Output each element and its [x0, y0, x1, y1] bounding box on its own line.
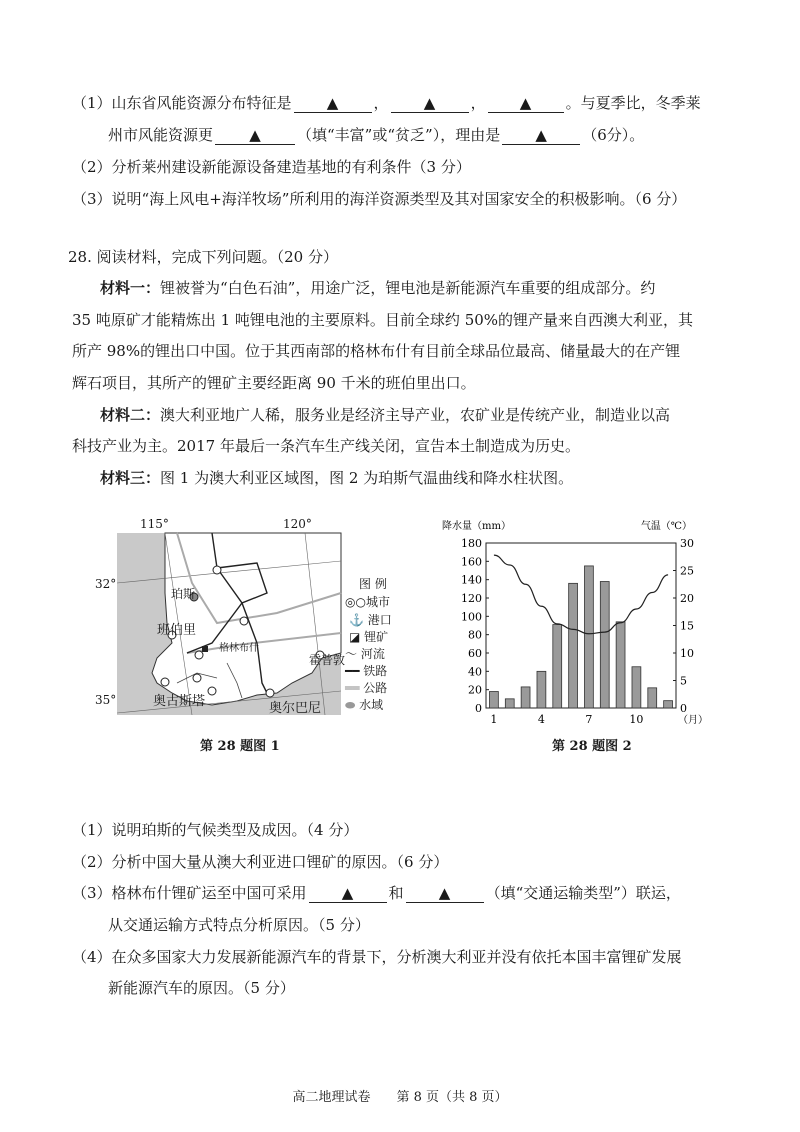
material-1-line4: 辉石项目，其所产的锂矿主要经距离 90 千米的班伯里出口。 — [72, 374, 476, 392]
y2-tick-label: 10 — [680, 647, 694, 660]
legend-water — [345, 696, 383, 713]
river-icon: 〜 — [345, 647, 361, 661]
legend-label: 锂矿 — [364, 630, 389, 644]
question-4-line2: 新能源汽车的原因。（5 分） — [108, 979, 295, 997]
map-figure — [95, 515, 415, 725]
lat-label: 32° — [95, 577, 117, 591]
legend-river — [345, 645, 385, 662]
precip-bar — [632, 667, 641, 708]
y2-tick-label: 20 — [680, 592, 694, 605]
q-text: 州市风能资源更 — [108, 126, 214, 144]
legend-railway — [345, 662, 387, 679]
x-axis-label: （月） — [678, 715, 708, 726]
y2-tick-label: 0 — [680, 702, 687, 715]
q-text: 和 — [388, 884, 404, 902]
x-tick-label: 4 — [537, 713, 545, 726]
q-text: ， — [373, 94, 389, 112]
question-1: （1）说明珀斯的气候类型及成因。（4 分） — [72, 821, 359, 839]
precip-bar — [600, 582, 609, 709]
precip-bar — [505, 699, 514, 708]
x-tick-label: 10 — [629, 713, 644, 726]
legend-road — [345, 679, 387, 696]
map-graphic — [117, 533, 341, 715]
legend-label: 城市 — [365, 595, 390, 609]
y-tick-label: 80 — [468, 628, 482, 642]
city-icon: ◎○ — [345, 595, 366, 609]
material-text: 图 1 为澳大利亚区域图，图 2 为珀斯气温曲线和降水柱状图。 — [160, 469, 574, 487]
temperature-line — [494, 555, 668, 634]
y-tick-label: 120 — [461, 592, 482, 605]
material-label: 材料三： — [100, 469, 161, 487]
q-text: 。与夏季比，冬季莱 — [565, 94, 701, 112]
y2-tick-label: 15 — [680, 619, 694, 633]
answer-blank[interactable]: ▲ — [391, 94, 469, 113]
y-tick-label: 100 — [461, 610, 482, 624]
legend-city — [345, 593, 390, 610]
answer-blank[interactable]: ▲ — [294, 94, 372, 113]
y2-tick-label: 5 — [680, 674, 687, 688]
answer-blank[interactable]: ▲ — [406, 884, 484, 903]
railway-icon: ━━ — [345, 664, 364, 678]
material-1-line3: 所产 98%的锂出口中国。位于其西南部的格林布什有目前全球品位最高、储量最大的在产锂 — [72, 342, 681, 360]
lon-label: 120° — [283, 517, 312, 531]
question-2: （2）分析中国大量从澳大利亚进口锂矿的原因。（6 分） — [72, 853, 449, 871]
legend-label: 港口 — [367, 613, 392, 627]
place-label: 格林布什 — [219, 643, 259, 654]
q-text: （6分）。 — [582, 126, 645, 144]
answer-blank[interactable]: ▲ — [502, 126, 580, 145]
climate-chart — [430, 515, 708, 730]
y-tick-label: 180 — [461, 537, 482, 550]
legend-label: 水域 — [359, 698, 384, 712]
y2-tick-label: 25 — [680, 564, 694, 578]
material-3-line1 — [100, 468, 573, 488]
road-icon: ══ — [345, 681, 364, 695]
material-text: 锂被誉为“白色石油”，用途广泛，锂电池是新能源汽车重要的组成部分。约 — [160, 279, 656, 297]
prev-q3: （3）说明“海上风电+海洋牧场”所利用的海洋资源类型及其对国家安全的积极影响。（6 分） — [72, 190, 687, 208]
y-tick-label: 20 — [468, 683, 482, 697]
material-1-line2: 35 吨原矿才能精炼出 1 吨锂电池的主要原料。目前全球约 50%的锂产量来自西澳大利亚，其 — [72, 311, 694, 329]
page-footer: 高二地理试卷 第 8 页（共 8 页） — [292, 1090, 508, 1105]
legend-label: 铁路 — [363, 664, 388, 678]
question-3-line1 — [72, 883, 681, 903]
question-3-line2: 从交通运输方式特点分析原因。（5 分） — [108, 916, 370, 934]
legend-title: 图 例 — [359, 577, 387, 591]
q-text: （填“交通运输类型”）联运， — [485, 884, 681, 902]
legend-label: 河流 — [360, 647, 385, 661]
precip-bar — [489, 692, 498, 709]
question-4-line1: （4）在众多国家大力发展新能源汽车的背景下，分析澳大利亚并没有依托本国丰富锂矿发展 — [72, 948, 682, 966]
material-text: 澳大利亚地广人稀，服务业是经济主导产业，农矿业是传统产业，制造业以高 — [160, 406, 671, 424]
prev-q1-line2 — [108, 125, 644, 145]
material-2-line2: 科技产业为主。2017 年最后一条汽车生产线关闭，宣告本土制造成为历史。 — [72, 437, 580, 455]
y-tick-label: 160 — [461, 555, 482, 569]
answer-blank[interactable]: ▲ — [309, 884, 387, 903]
material-label: 材料二： — [100, 406, 161, 424]
mine-icon: ◪ — [349, 630, 365, 644]
q-text: （1）山东省风能资源分布特征是 — [72, 94, 292, 112]
material-2-line1 — [100, 405, 670, 425]
prev-q1-line1 — [72, 93, 701, 113]
place-label: 奥古斯塔 — [153, 694, 206, 709]
legend-port — [349, 611, 392, 628]
lat-label: 35° — [95, 693, 117, 707]
precip-bar — [664, 701, 673, 708]
water-icon: ⬬ — [345, 698, 360, 712]
precip-bar — [537, 671, 546, 708]
answer-blank[interactable]: ▲ — [488, 94, 564, 113]
material-label: 材料一： — [100, 279, 161, 297]
place-label: 班伯里 — [157, 623, 197, 638]
precip-bar — [521, 687, 530, 708]
q28-title: 28. 阅读材料，完成下列问题。（20 分） — [68, 248, 338, 266]
answer-blank[interactable]: ▲ — [215, 126, 295, 145]
prev-q2: （2）分析莱州建设新能源设备建造基地的有利条件（3 分） — [72, 158, 471, 176]
place-label: 珀斯 — [171, 587, 196, 601]
place-label: 奥尔巴尼 — [269, 701, 322, 716]
precip-bar — [616, 622, 625, 708]
legend-mine — [349, 628, 388, 645]
x-tick-label: 1 — [490, 713, 498, 726]
precip-bar — [584, 566, 593, 708]
map-caption: 第 28 题图 1 — [200, 739, 280, 754]
precip-bar — [553, 625, 562, 708]
precip-bar — [648, 688, 657, 708]
y-axis-label: 降水量（mm） — [442, 521, 511, 532]
y-tick-label: 40 — [468, 665, 482, 679]
legend-label: 公路 — [363, 681, 388, 695]
material-1-line1 — [100, 278, 655, 298]
y-tick-label: 140 — [461, 573, 482, 587]
q-text: （3）格林布什锂矿运至中国可采用 — [72, 884, 307, 902]
q-text: （填“丰富”或“贫乏”），理由是 — [297, 126, 501, 144]
y-tick-label: 0 — [475, 702, 482, 715]
y2-axis-label: 气温（℃） — [640, 521, 692, 532]
y-tick-label: 60 — [468, 647, 482, 660]
lon-label: 115° — [140, 517, 169, 531]
y2-tick-label: 30 — [680, 537, 694, 550]
x-tick-label: 7 — [585, 713, 593, 726]
q-text: ， — [470, 94, 486, 112]
place-label: 霍普敦 — [309, 653, 346, 667]
anchor-icon: ⚓ — [349, 613, 368, 627]
chart-caption: 第 28 题图 2 — [552, 739, 632, 754]
precip-bar — [569, 583, 578, 708]
